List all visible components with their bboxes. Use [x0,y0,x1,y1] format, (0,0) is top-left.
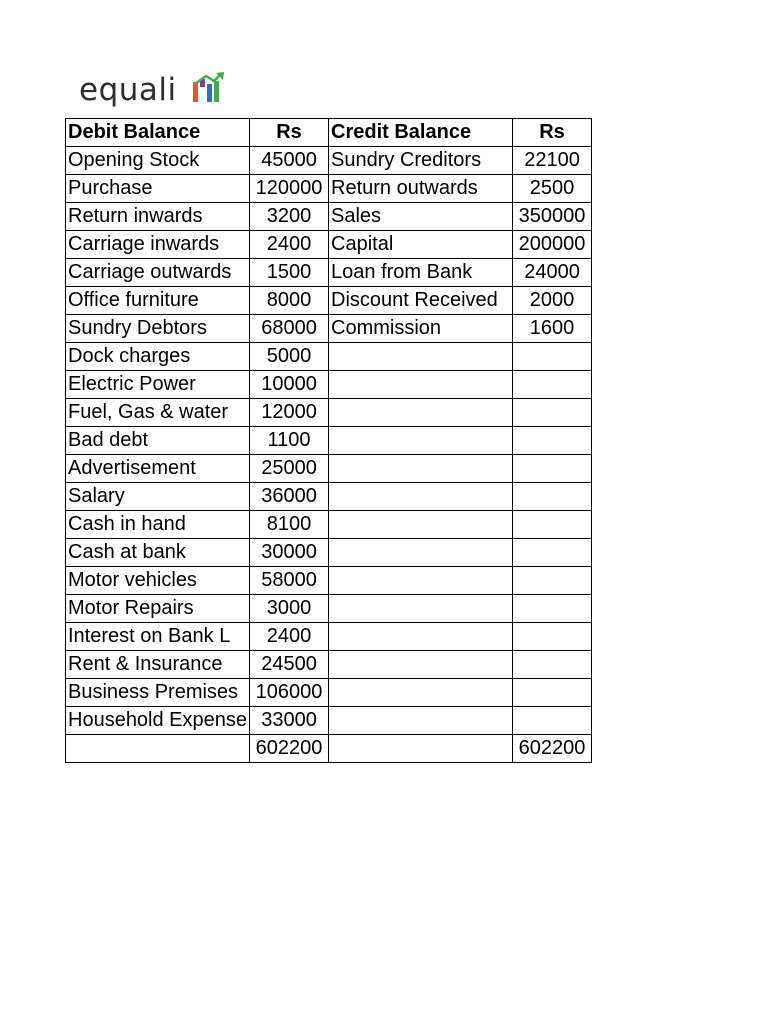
debit-amount: 30000 [250,539,329,567]
debit-item: Purchase [66,175,250,203]
debit-item: Advertisement [66,455,250,483]
table-row [66,651,592,679]
credit-amount [513,371,592,399]
credit-item [329,399,513,427]
table-row [66,315,592,343]
debit-amount: 58000 [250,567,329,595]
debit-amount: 8100 [250,511,329,539]
credit-item [329,511,513,539]
debit-item: Dock charges [66,343,250,371]
debit-item: Salary [66,483,250,511]
debit-item: Opening Stock [66,147,250,175]
debit-item: Office furniture [66,287,250,315]
table-row [66,343,592,371]
credit-item [329,483,513,511]
credit-item: Sundry Creditors [329,147,513,175]
table-row [66,203,592,231]
table-row [66,511,592,539]
credit-item: Commission [329,315,513,343]
credit-amount: 2000 [513,287,592,315]
credit-amount [513,567,592,595]
debit-amount: 3000 [250,595,329,623]
debit-item: Carriage outwards [66,259,250,287]
credit-amount [513,539,592,567]
credit-amount: 350000 [513,203,592,231]
credit-item [329,427,513,455]
table-row [66,567,592,595]
table-row [66,455,592,483]
credit-amount [513,343,592,371]
debit-item: Household Expense [66,707,250,735]
table-row [66,595,592,623]
debit-item: Carriage inwards [66,231,250,259]
debit-item: Electric Power [66,371,250,399]
table-row [66,623,592,651]
credit-amount [513,511,592,539]
credit-item: Sales [329,203,513,231]
table-row [66,147,592,175]
logo-bar-orange [193,82,198,102]
table-row [66,287,592,315]
debit-total: 602200 [250,735,329,763]
debit-item: Cash at bank [66,539,250,567]
table-header-row [66,119,592,147]
header-debit-rs: Rs [250,119,329,147]
debit-amount: 2400 [250,231,329,259]
table-row [66,371,592,399]
credit-amount: 1600 [513,315,592,343]
table-row [66,679,592,707]
debit-amount: 3200 [250,203,329,231]
credit-item: Return outwards [329,175,513,203]
debit-amount: 45000 [250,147,329,175]
credit-item [329,595,513,623]
credit-item [329,679,513,707]
table-row [66,175,592,203]
debit-amount: 25000 [250,455,329,483]
debit-item: Return inwards [66,203,250,231]
debit-item: Interest on Bank L [66,623,250,651]
table-row [66,483,592,511]
debit-amount: 1500 [250,259,329,287]
credit-item [329,343,513,371]
debit-item: Bad debt [66,427,250,455]
credit-item [329,567,513,595]
debit-amount: 36000 [250,483,329,511]
debit-amount: 8000 [250,287,329,315]
trial-balance-table [65,118,592,763]
credit-amount [513,679,592,707]
credit-amount: 2500 [513,175,592,203]
totals-blank-credit [329,735,513,763]
credit-total: 602200 [513,735,592,763]
totals-row [66,735,592,763]
debit-item: Rent & Insurance [66,651,250,679]
credit-amount [513,623,592,651]
credit-amount [513,707,592,735]
debit-amount: 68000 [250,315,329,343]
debit-item: Motor vehicles [66,567,250,595]
table-row [66,399,592,427]
credit-amount [513,399,592,427]
credit-item: Capital [329,231,513,259]
debit-amount: 12000 [250,399,329,427]
logo-arrow-icon [192,72,226,104]
credit-item: Loan from Bank [329,259,513,287]
debit-amount: 33000 [250,707,329,735]
credit-item [329,539,513,567]
debit-amount: 1100 [250,427,329,455]
logo-wordmark: equali [79,72,177,108]
credit-amount: 24000 [513,259,592,287]
credit-amount [513,455,592,483]
credit-item: Discount Received [329,287,513,315]
header-credit-rs: Rs [513,119,592,147]
table-row [66,231,592,259]
table-row [66,539,592,567]
debit-amount: 24500 [250,651,329,679]
credit-amount [513,595,592,623]
debit-item: Motor Repairs [66,595,250,623]
debit-amount: 120000 [250,175,329,203]
brand-logo [66,66,234,116]
totals-blank-debit [66,735,250,763]
debit-item: Cash in hand [66,511,250,539]
debit-item: Business Premises [66,679,250,707]
debit-item: Sundry Debtors [66,315,250,343]
credit-amount: 22100 [513,147,592,175]
credit-item [329,651,513,679]
credit-item [329,455,513,483]
credit-item [329,371,513,399]
table-row [66,259,592,287]
credit-item [329,623,513,651]
credit-item [329,707,513,735]
header-debit-balance: Debit Balance [66,119,250,147]
credit-amount [513,427,592,455]
debit-amount: 106000 [250,679,329,707]
table-row [66,707,592,735]
logo-bar-green [214,81,219,102]
credit-amount [513,483,592,511]
table-row [66,427,592,455]
credit-amount [513,651,592,679]
debit-amount: 10000 [250,371,329,399]
credit-amount: 200000 [513,231,592,259]
debit-amount: 5000 [250,343,329,371]
debit-amount: 2400 [250,623,329,651]
logo-bar-blue [207,84,212,102]
header-credit-balance: Credit Balance [329,119,513,147]
trial-balance-body [66,119,592,763]
debit-item: Fuel, Gas & water [66,399,250,427]
